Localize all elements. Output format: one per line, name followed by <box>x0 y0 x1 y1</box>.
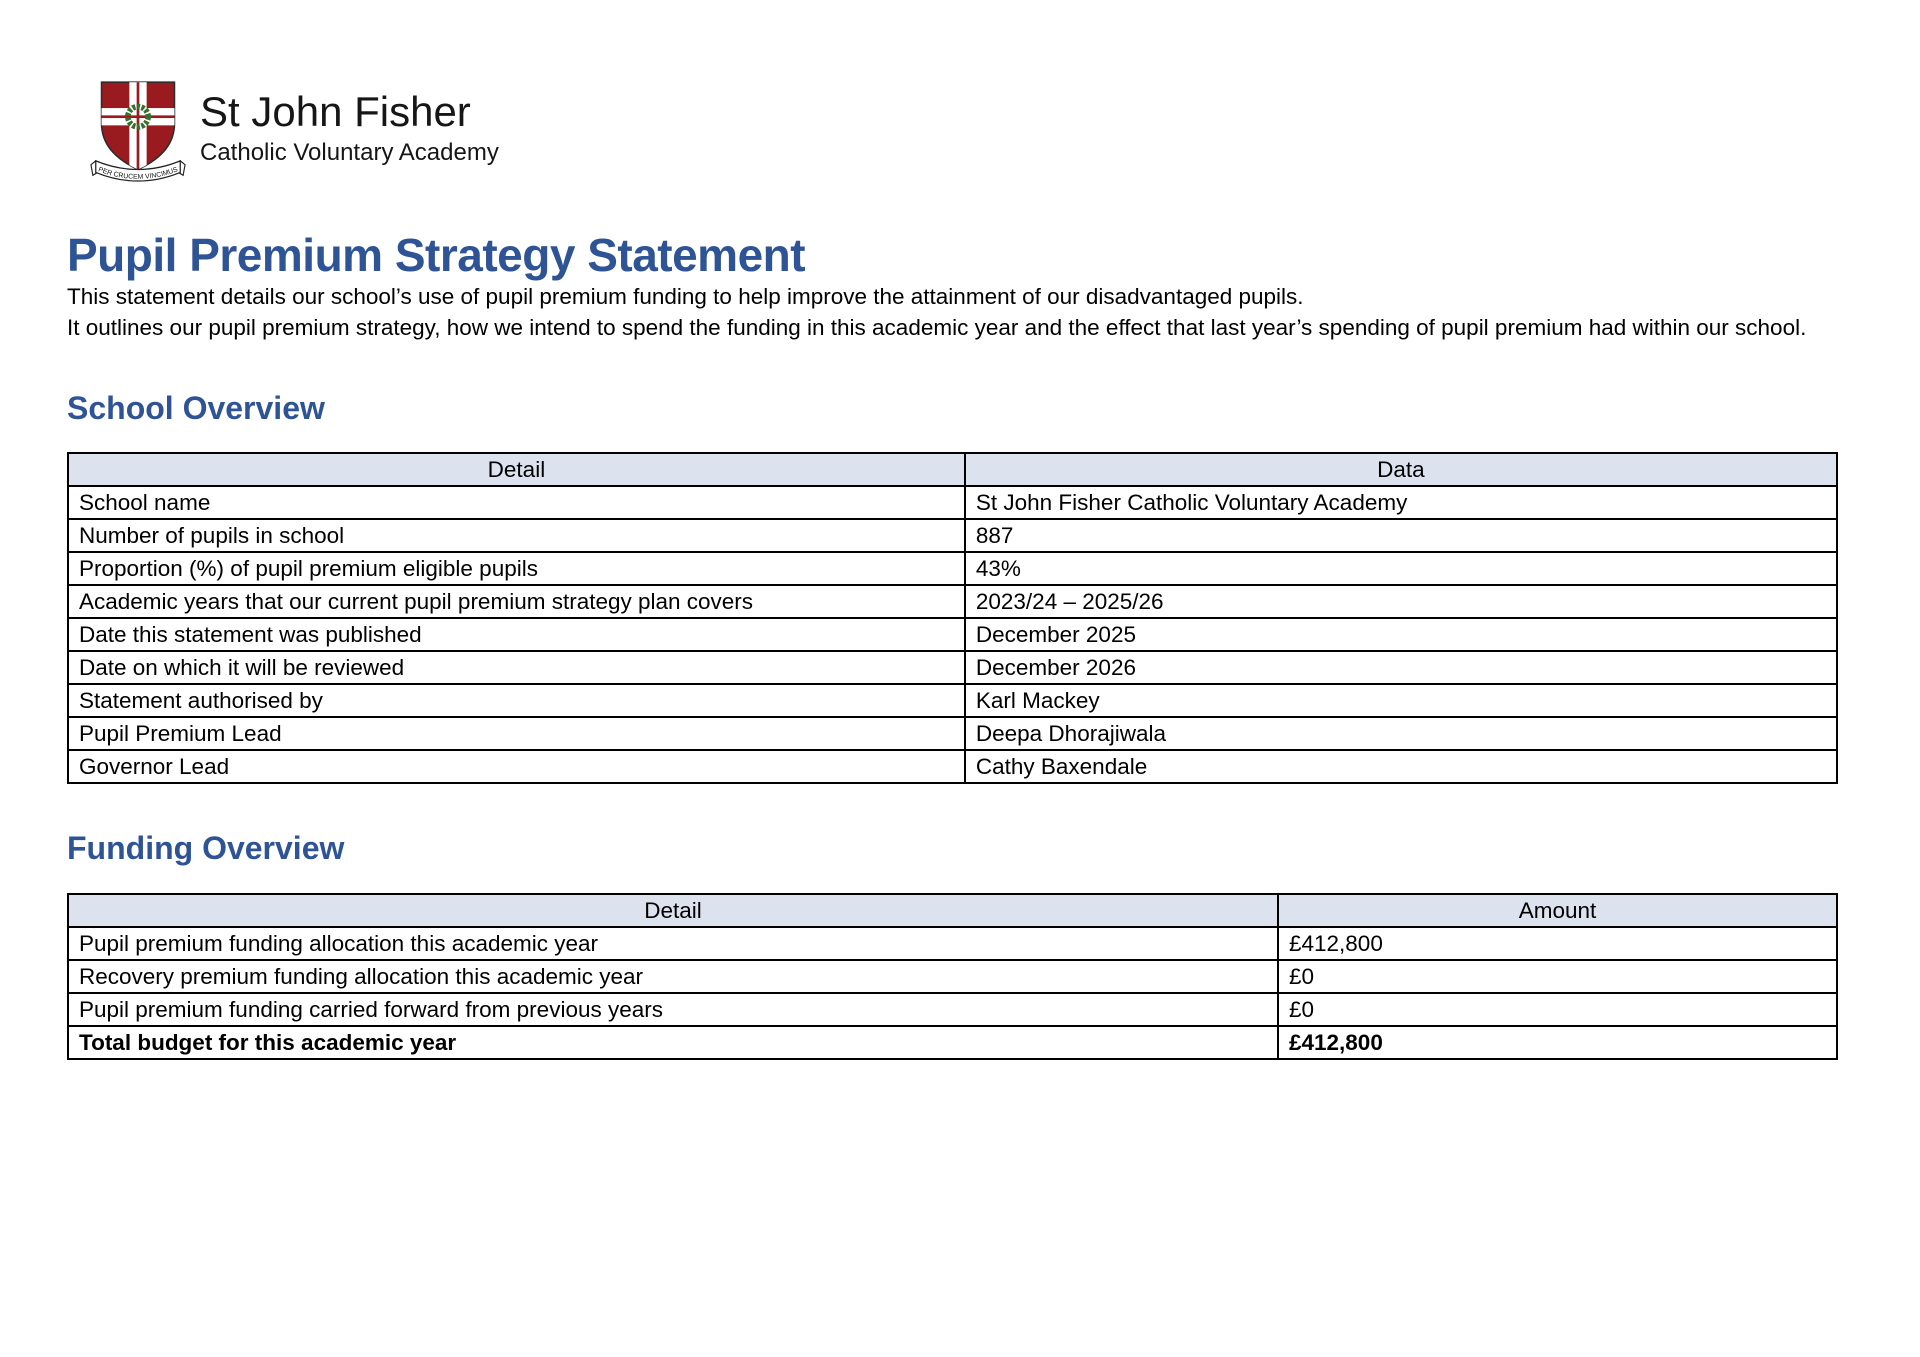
row-value-cell: December 2025 <box>965 618 1837 651</box>
row-value-cell: £0 <box>1278 993 1837 1026</box>
row-value-cell: £0 <box>1278 960 1837 993</box>
table-row <box>68 750 1837 783</box>
shield-icon <box>90 78 186 174</box>
row-label-cell: Total budget for this academic year <box>68 1026 1278 1059</box>
row-label-cell: Governor Lead <box>68 750 965 783</box>
row-label-cell: Date on which it will be reviewed <box>68 651 965 684</box>
school-name-logotype: St John Fisher <box>200 88 471 135</box>
column-header-amount: Amount <box>1278 894 1837 927</box>
column-header-detail: Detail <box>68 453 965 486</box>
table-row <box>68 927 1837 960</box>
row-label-cell: Pupil premium funding carried forward from previous years <box>68 993 1278 1026</box>
row-value-cell: December 2026 <box>965 651 1837 684</box>
intro-paragraph-1: This statement details our school’s use of pupil premium funding to help improve the attainment of our disadvantaged pupils. <box>67 283 1304 309</box>
school-overview-table <box>67 452 1838 784</box>
school-letterhead <box>90 78 1838 192</box>
table-row <box>68 651 1837 684</box>
row-label-cell: Pupil premium funding allocation this academic year <box>68 927 1278 960</box>
table-row <box>68 519 1837 552</box>
intro-paragraph-2: It outlines our pupil premium strategy, how we intend to spend the funding in this academic year and the effect that last year’s spending of pupil premium had within our school. <box>67 315 1807 341</box>
row-value-cell: Karl Mackey <box>965 684 1837 717</box>
row-label-cell: Date this statement was published <box>68 618 965 651</box>
funding-overview-table <box>67 893 1838 1060</box>
table-row <box>68 618 1837 651</box>
row-value-cell: 2023/24 – 2025/26 <box>965 585 1837 618</box>
column-header-detail: Detail <box>68 894 1278 927</box>
school-overview-heading: School Overview <box>67 389 325 426</box>
row-value-cell: Deepa Dhorajiwala <box>965 717 1837 750</box>
row-value-cell: £412,800 <box>1278 927 1837 960</box>
row-value-cell: 887 <box>965 519 1837 552</box>
table-row <box>68 717 1837 750</box>
banner-motto-text: PER CRUCEM VINCIMUS <box>97 166 179 181</box>
row-label-cell: Statement authorised by <box>68 684 965 717</box>
table-row <box>68 684 1837 717</box>
page-title: Pupil Premium Strategy Statement <box>67 229 806 281</box>
school-subtitle-logotype: Catholic Voluntary Academy <box>200 139 499 167</box>
funding-overview-heading: Funding Overview <box>67 830 345 867</box>
row-value-cell: £412,800 <box>1278 1026 1837 1059</box>
table-header-row <box>68 894 1837 927</box>
row-value-cell: St John Fisher Catholic Voluntary Academy <box>965 486 1837 519</box>
table-row <box>68 486 1837 519</box>
school-logotype <box>200 78 499 168</box>
row-value-cell: Cathy Baxendale <box>965 750 1837 783</box>
table-row <box>68 960 1837 993</box>
table-header-row <box>68 453 1837 486</box>
table-row <box>68 585 1837 618</box>
column-header-data: Data <box>965 453 1837 486</box>
row-label-cell: Pupil Premium Lead <box>68 717 965 750</box>
table-row-total <box>68 1026 1837 1059</box>
row-label-cell: Recovery premium funding allocation this academic year <box>68 960 1278 993</box>
row-label-cell: Proportion (%) of pupil premium eligible pupils <box>68 552 965 585</box>
row-label-cell: Number of pupils in school <box>68 519 965 552</box>
table-row <box>68 552 1837 585</box>
table-row <box>68 993 1837 1026</box>
school-crest-logo <box>90 78 186 190</box>
row-label-cell: School name <box>68 486 965 519</box>
row-value-cell: 43% <box>965 552 1837 585</box>
row-label-cell: Academic years that our current pupil premium strategy plan covers <box>68 585 965 618</box>
